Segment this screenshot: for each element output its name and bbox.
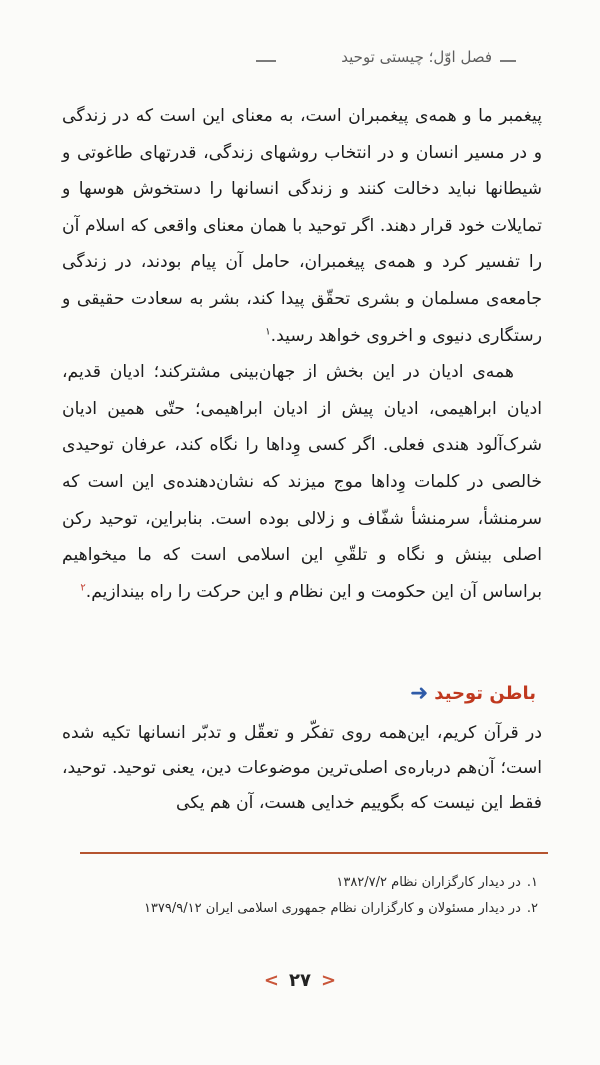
footnote-1 bbox=[58, 870, 538, 896]
footnote-2-number: ۲. bbox=[526, 901, 538, 916]
footnote-2-text: در دیدار مسئولان و کارگزاران نظام جمهوری اسلامی ایران ۱۳۷۹/۹/۱۲ bbox=[143, 901, 521, 916]
footnote-ref-2[interactable]: ۲ bbox=[80, 581, 86, 593]
chevron-left-icon[interactable]: < bbox=[263, 970, 279, 991]
footnotes bbox=[58, 870, 538, 922]
page-number: ۲۷ bbox=[289, 970, 311, 991]
paragraph-1 bbox=[62, 98, 542, 354]
paragraph-2-text: همه‌ی ادیان در این بخش از جهان‌بینی مشترکند؛ ادیان قدیم، ادیان ابراهیمی، ادیان پیش از ادیان ابراهیمی؛ حتّی همین ادیان شرک‌آلود هندی فعلی. اگر کسی وِداها را نگاه کند، عرفان توحیدی خالصی در کلمات وِداها موج میزند که نشان‌دهنده‌ی این است که سرمنشأ، سرمنشأ شفّاف و زلالی بوده است. بنابراین، توحید رکن اصلی بینش و نگاه و تلقّیِ این اسلامی است که ما میخواهیم براساس آن این حکومت و این نظام و این حرکت را راه بیندازیم. bbox=[62, 362, 542, 602]
footnote-divider bbox=[80, 852, 548, 854]
section-text: در قرآن کریم، این‌همه روی تفکّر و تعقّل و تدبّر انسانها تکیه شده است؛ آن‌هم درباره‌ی اصلی‌ترین موضوعات دین، یعنی توحید. توحید، فقط این نیست که بگوییم خدایی هست، آن هم یکی bbox=[62, 723, 542, 813]
running-header bbox=[0, 44, 600, 74]
main-text bbox=[62, 98, 542, 610]
chapter-title: فصل اوّل؛ چیستی توحید bbox=[341, 48, 492, 66]
paragraph-1-text: پیغمبر ما و همه‌ی پیغمبران است، به معنای این است که در زندگی و در مسیر انسان و در انتخاب روشهای زندگی، قدرتهای طاغوتی و شیطانها نباید دخالت کنند و زندگی انسانها را دستخوش هوسها و تمایلات خود قرار دهند. اگر توحید با همان معنای واقعی که اسلام آن را تفسیر کرد و همه‌ی پیغمبران، حامل آن پیام بودند، در زندگی جامعه‌ی مسلمان و بشری تحقّق پیدا کند، بشر به سعادت حقیقی و رستگاری دنیوی و اخروی خواهد رسید. bbox=[62, 106, 542, 346]
header-dash-right bbox=[500, 60, 516, 62]
section-title: باطن توحید bbox=[434, 683, 536, 704]
section-heading bbox=[409, 680, 536, 706]
header-dash-left bbox=[256, 60, 276, 62]
footnote-1-number: ۱. bbox=[526, 875, 538, 890]
footnote-ref-1[interactable]: ۱ bbox=[265, 325, 271, 337]
chevron-right-icon[interactable]: > bbox=[320, 970, 337, 991]
footnote-1-text: در دیدار کارگزاران نظام ۱۳۸۲/۷/۲ bbox=[336, 875, 521, 890]
arrow-left-icon: ➜ bbox=[409, 680, 429, 706]
paragraph-2 bbox=[62, 354, 542, 610]
page-number-bar bbox=[0, 970, 600, 991]
footnote-2 bbox=[58, 896, 538, 922]
